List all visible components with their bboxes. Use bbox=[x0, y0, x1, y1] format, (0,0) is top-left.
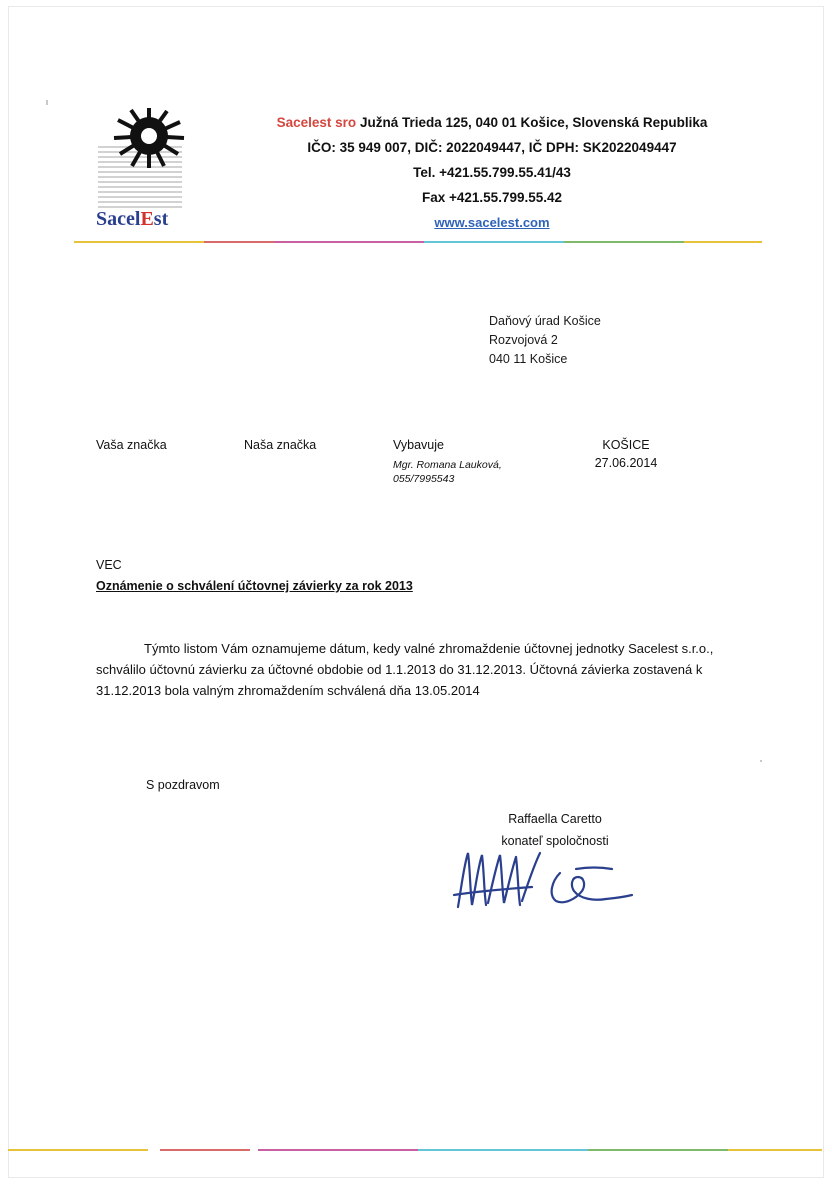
scan-speck bbox=[46, 100, 48, 105]
body-text bbox=[96, 638, 736, 701]
body-paragraph-1: Týmto listom Vám oznamujeme dátum, kedy valné zhromaždenie účtovnej jednotky Sacelest s.r.o., schválilo účtovnú závierku za účtovné obdobie od 1.1.2013 do 31.12.2013. Účtovná závierka zostavená k 31.12.2013 bola valným zhromaždením schválená dňa 13.05.2014 bbox=[96, 641, 714, 698]
letterhead-line-4: Fax +421.55.799.55.42 bbox=[422, 190, 562, 205]
letterhead bbox=[74, 96, 760, 246]
logo-word-right: st bbox=[153, 208, 169, 230]
closing-greeting: S pozdravom bbox=[146, 778, 220, 792]
signer-name: Raffaella Caretto bbox=[508, 812, 602, 826]
your-reference-label: Vaša značka bbox=[96, 438, 167, 452]
handwritten-signature bbox=[448, 845, 668, 915]
signature-block bbox=[430, 812, 680, 848]
company-website-link[interactable]: www.sacelest.com bbox=[434, 215, 550, 230]
our-reference-label: Naša značka bbox=[244, 438, 317, 452]
handled-by-value bbox=[393, 458, 502, 486]
sunburst-icon bbox=[112, 106, 186, 170]
subject-title: Oznámenie o schválení účtovnej závierky za rok 2013 bbox=[96, 579, 413, 593]
your-reference-column bbox=[96, 438, 167, 452]
subject-label: VEC bbox=[96, 558, 122, 572]
letterhead-line-2: IČO: 35 949 007, DIČ: 2022049447, IČ DPH: SK2022049447 bbox=[307, 140, 677, 155]
place-label: KOŠICE bbox=[602, 438, 650, 452]
date-value: 27.06.2014 bbox=[594, 456, 658, 470]
footer-divider bbox=[8, 1148, 822, 1152]
company-name: Sacelest sro bbox=[276, 115, 357, 130]
subject-block bbox=[96, 558, 413, 593]
our-reference-column bbox=[244, 438, 316, 452]
signer-role: konateľ spoločnosti bbox=[501, 834, 609, 848]
logo-wordmark bbox=[96, 208, 168, 231]
addressee-line-1: Daňový úrad Košice bbox=[489, 314, 601, 328]
letterhead-text-block bbox=[224, 110, 760, 235]
reference-row bbox=[96, 438, 716, 488]
place-date-column bbox=[566, 438, 686, 470]
handler-phone: 055/7995543 bbox=[393, 473, 455, 485]
company-address: Južná Trieda 125, 040 01 Košice, Slovenská Republika bbox=[359, 115, 708, 130]
addressee-block bbox=[489, 312, 601, 369]
addressee-line-2: Rozvojová 2 bbox=[489, 333, 558, 347]
addressee-line-3: 040 11 Košice bbox=[489, 352, 568, 366]
company-logo bbox=[94, 104, 206, 232]
scan-speck bbox=[760, 760, 762, 762]
letterhead-line-1 bbox=[224, 110, 760, 135]
letterhead-line-3: Tel. +421.55.799.55.41/43 bbox=[413, 165, 571, 180]
logo-word-mid: E bbox=[140, 208, 154, 230]
letterhead-divider bbox=[74, 240, 762, 245]
handled-by-column bbox=[393, 438, 502, 486]
handled-by-label: Vybavuje bbox=[393, 438, 444, 452]
logo-word-left: Sacel bbox=[96, 208, 141, 230]
handler-name: Mgr. Romana Lauková, bbox=[393, 459, 502, 471]
